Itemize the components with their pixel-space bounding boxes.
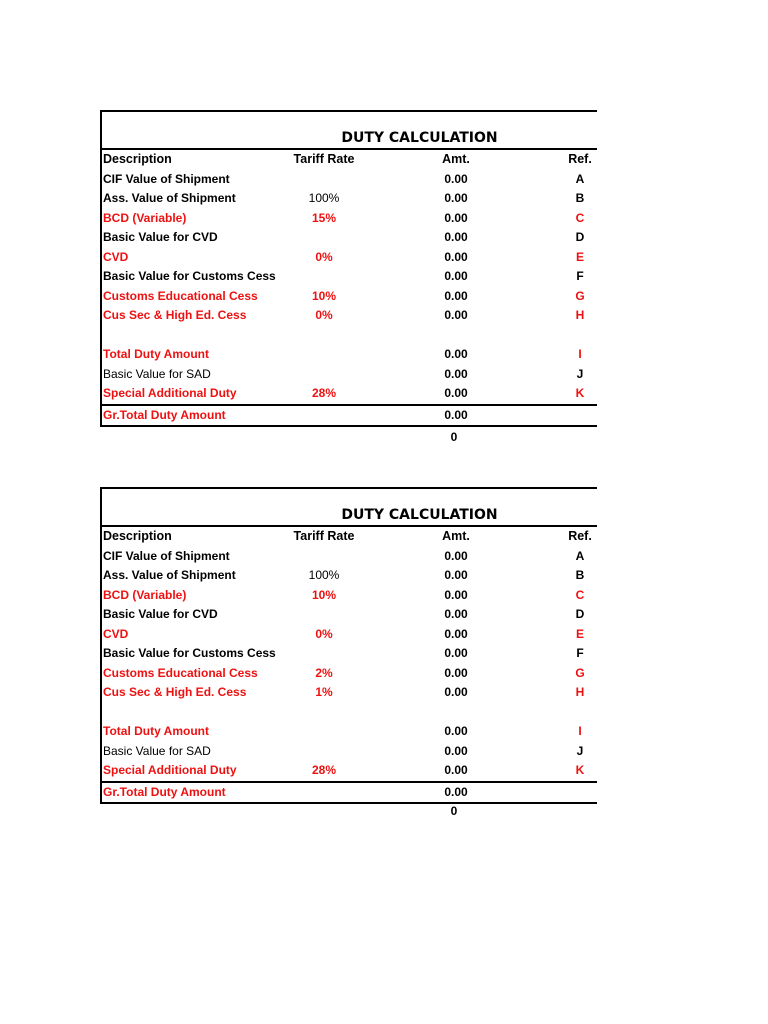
row-description: Basic Value for Customs Cess (103, 646, 276, 660)
table-row (102, 209, 597, 229)
row-description: Basic Value for Customs Cess (103, 269, 276, 283)
row-amt: 0.00 (444, 249, 468, 264)
row-ref: G (575, 288, 585, 303)
row-rate: 100% (308, 568, 340, 582)
row-description: Basic Value for SAD (103, 743, 211, 758)
table-row (102, 365, 597, 385)
table-row (102, 722, 597, 742)
row-rate: 10% (311, 587, 337, 602)
row-description: CIF Value of Shipment (103, 171, 230, 186)
row-description: CVD (103, 626, 129, 641)
row-ref: D (575, 607, 585, 621)
header-ref: Ref. (568, 152, 592, 166)
row-amt: 0.00 (444, 685, 468, 699)
row-description: BCD (Variable) (103, 587, 187, 602)
row-description: Ass. Value of Shipment (103, 191, 236, 205)
row-rate: 1% (315, 685, 333, 699)
table-row (102, 761, 597, 783)
table-row (102, 306, 597, 326)
header-description: Description (103, 152, 172, 166)
row-amt: 0.00 (444, 743, 468, 758)
row-description: Special Additional Duty (103, 386, 237, 400)
grand-total-row (102, 783, 597, 805)
table-row (102, 742, 597, 762)
table-row (102, 170, 597, 190)
row-description: BCD (Variable) (103, 210, 187, 225)
footer-value: 0 (450, 430, 458, 444)
row-amt: 0.00 (444, 568, 468, 582)
row-rate: 28% (311, 763, 337, 777)
row-rate: 0% (315, 249, 333, 264)
table-row (102, 228, 597, 248)
table-row (102, 287, 597, 307)
row-amt: 0.00 (444, 308, 468, 322)
row-amt: 0.00 (444, 191, 468, 205)
blank-row (102, 326, 597, 346)
grand-total-amt: 0.00 (444, 407, 468, 422)
row-amt: 0.00 (444, 724, 468, 738)
header-amt: Amt. (442, 152, 470, 166)
header-ref: Ref. (568, 529, 592, 543)
row-rate: 10% (311, 288, 337, 303)
row-amt: 0.00 (444, 626, 468, 641)
row-amt: 0.00 (444, 607, 468, 621)
header-row (102, 527, 597, 547)
grand-total-label: Gr.Total Duty Amount (103, 407, 226, 422)
table-row (102, 248, 597, 268)
row-ref: C (575, 587, 585, 602)
row-rate: 0% (315, 308, 333, 322)
row-description: Special Additional Duty (103, 763, 237, 777)
row-description: Cus Sec & High Ed. Cess (103, 308, 247, 322)
table-row (102, 605, 597, 625)
row-ref: B (575, 191, 585, 205)
row-ref: H (575, 685, 585, 699)
row-description: Total Duty Amount (103, 347, 209, 361)
row-amt: 0.00 (444, 269, 468, 283)
row-ref: A (575, 171, 585, 186)
table-row (102, 189, 597, 209)
row-amt: 0.00 (444, 288, 468, 303)
row-description: Ass. Value of Shipment (103, 568, 236, 582)
footer-value: 0 (450, 804, 458, 818)
grand-total-row (102, 406, 597, 428)
row-ref: I (578, 724, 582, 738)
row-description: Customs Educational Cess (103, 288, 258, 303)
table-row (102, 683, 597, 703)
row-amt: 0.00 (444, 210, 468, 225)
row-ref: F (576, 269, 584, 283)
header-amt: Amt. (442, 529, 470, 543)
row-description: CIF Value of Shipment (103, 548, 230, 563)
row-description: Basic Value for CVD (103, 607, 218, 621)
header-tariff-rate: Tariff Rate (293, 152, 355, 166)
row-ref: J (576, 366, 584, 381)
row-rate: 0% (315, 626, 333, 641)
duty-table-2 (100, 487, 597, 804)
table-title: DUTY CALCULATION (102, 489, 597, 527)
row-description: Basic Value for SAD (103, 366, 211, 381)
row-rate: 2% (315, 665, 333, 680)
table-row (102, 664, 597, 684)
duty-table-1 (100, 110, 597, 427)
row-amt: 0.00 (444, 386, 468, 400)
row-ref: K (575, 386, 585, 400)
table-row (102, 384, 597, 406)
row-amt: 0.00 (444, 646, 468, 660)
row-ref: D (575, 230, 585, 244)
row-ref: G (575, 665, 585, 680)
row-amt: 0.00 (444, 171, 468, 186)
table-row (102, 267, 597, 287)
table-row (102, 644, 597, 664)
table-row (102, 625, 597, 645)
grand-total-label: Gr.Total Duty Amount (103, 784, 226, 799)
row-ref: B (575, 568, 585, 582)
row-amt: 0.00 (444, 347, 468, 361)
table-row (102, 547, 597, 567)
row-rate: 100% (308, 191, 340, 205)
row-amt: 0.00 (444, 665, 468, 680)
row-description: Total Duty Amount (103, 724, 209, 738)
row-amt: 0.00 (444, 587, 468, 602)
header-tariff-rate: Tariff Rate (293, 529, 355, 543)
row-description: Cus Sec & High Ed. Cess (103, 685, 247, 699)
row-amt: 0.00 (444, 366, 468, 381)
table-row (102, 566, 597, 586)
row-ref: I (578, 347, 582, 361)
row-ref: F (576, 646, 584, 660)
row-rate: 28% (311, 386, 337, 400)
row-description: CVD (103, 249, 129, 264)
row-description: Customs Educational Cess (103, 665, 258, 680)
table-row (102, 345, 597, 365)
grand-total-amt: 0.00 (444, 784, 468, 799)
row-rate: 15% (311, 210, 337, 225)
row-ref: J (576, 743, 584, 758)
row-amt: 0.00 (444, 763, 468, 777)
header-description: Description (103, 529, 172, 543)
row-ref: H (575, 308, 585, 322)
row-amt: 0.00 (444, 230, 468, 244)
header-row (102, 150, 597, 170)
row-ref: A (575, 548, 585, 563)
blank-row (102, 703, 597, 723)
row-ref: C (575, 210, 585, 225)
row-ref: K (575, 763, 585, 777)
row-ref: E (575, 626, 584, 641)
row-description: Basic Value for CVD (103, 230, 218, 244)
row-amt: 0.00 (444, 548, 468, 563)
table-row (102, 586, 597, 606)
table-title: DUTY CALCULATION (102, 112, 597, 150)
row-ref: E (575, 249, 584, 264)
